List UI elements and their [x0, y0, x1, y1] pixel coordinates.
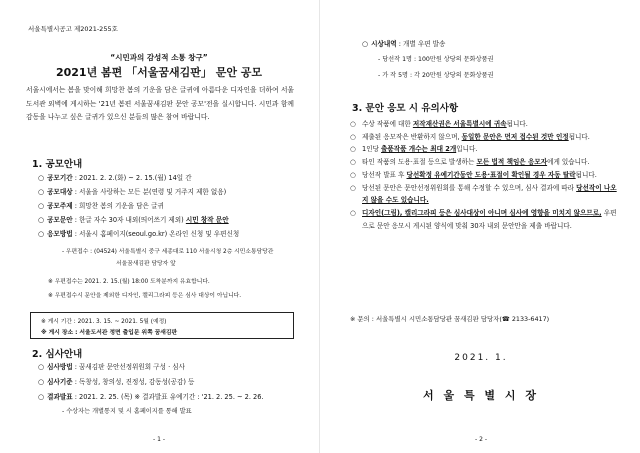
postal-address-line1: - 우편접수 : (04524) 서울특별시 중구 세종대로 110 서울시청 2층 시민소통담당관 [62, 249, 274, 255]
posting-info-box [30, 312, 294, 339]
item-review-criteria: ○ 심사기준 : 독창성, 창의성, 진정성, 감동성(공감) 등 [38, 378, 195, 386]
result-note: - 수상자는 개별통지 및 시 홈페이지를 통해 발표 [62, 408, 192, 415]
caution-item: ○ 제출된 응모작은 반환하지 않으며, 동일한 문안은 먼저 접수된 것만 인정됩니다. [350, 131, 618, 144]
item-target: ○ 공모대상 : 서울을 사랑하는 모든 분(연령 및 거주지 제한 없음) [38, 188, 227, 196]
circle-bullet-icon: ○ [350, 120, 356, 128]
contact-info: ※ 문의 : 서울특별시 시민소통담당관 꿈새김판 담당자(☎ 2133-6417) [350, 315, 550, 323]
circle-bullet-icon: ○ [38, 188, 45, 196]
circle-bullet-icon: ○ [38, 202, 45, 210]
caution-item: ○ 디자인(그림), 캘리그라피 등은 심사대상이 아니며 심사에 영향을 미치지 않으므로, 우편으로 문안 응모시 게시된 양식에 맞춰 30자 내외 문안만을 제출 바랍니다. [350, 208, 617, 230]
award-runner-up: - 가 작 5명 : 각 20만원 상당의 문화상품권 [378, 72, 494, 79]
section-1-heading: 1. 공모안내 [32, 159, 83, 170]
circle-bullet-icon: ○ [350, 158, 356, 167]
item-period: ○ 공모기간 : 2021. 2. 2.(화) ~ 2. 15.(월) 14일 간 [38, 174, 192, 182]
postal-scope-note: ※ 우편접수시 문안을 제외한 디자인, 캘리그라피 등은 심사 대상이 아닙니다. [48, 293, 242, 299]
item-method: ○ 응모방법 : 서울시 홈페이지(seoul.go.kr) 온라인 신청 및 우편신청 [38, 230, 240, 238]
notice-number: 서울특별시공고 제2021-255호 [28, 25, 118, 33]
circle-bullet-icon: ○ [38, 230, 45, 238]
circle-bullet-icon: ○ [350, 132, 356, 141]
page-number: - 1 - [153, 436, 165, 443]
award-winner: - 당선작 1명 : 100만원 상당의 문화상품권 [378, 56, 494, 63]
section-2-heading: 2. 심사안내 [32, 349, 83, 360]
circle-bullet-icon: ○ [38, 393, 45, 401]
subtitle: “시민과의 감성적 소통 창구” [110, 53, 208, 62]
page-number: - 2 - [475, 436, 487, 443]
caution-item: ○ 1인당 출품작품 개수는 최대 2개입니다. [350, 143, 618, 156]
circle-bullet-icon: ○ [362, 40, 369, 48]
circle-bullet-icon: ○ [350, 145, 356, 154]
page-2 [322, 0, 640, 453]
item-review-method: ○ 심사방법 : 꿈새김판 문안선정위원회 구성 · 심사 [38, 363, 186, 371]
issuer-signature: 서 울 특 별 시 장 [423, 389, 539, 402]
posting-place: ※ 게시 장소 : 서울도서관 정면 출입문 위쪽 꿈새김판 [41, 330, 178, 336]
page-divider [319, 0, 320, 453]
caution-item: ○ 수상 작품에 대한 저작재산권은 서울특별시에 귀속됩니다. [350, 118, 618, 131]
caution-item: ○ 당선작 발표 후 당선확정 유예기간동안 도용·표절이 확인될 경우 자동 탈락됩니다. [350, 169, 618, 182]
circle-bullet-icon: ○ [38, 378, 45, 386]
caution-item: ○ 당선된 문안은 문안선정위원회를 통해 수정할 수 있으며, 심사 결과에 따라 당선작이 나오지 않을 수도 있습니다. [350, 183, 617, 205]
circle-bullet-icon: ○ [350, 183, 356, 192]
caution-list [350, 118, 618, 232]
posting-period: ※ 게시 기간 : 2021. 3. 15. ~ 2021. 5월 (예정) [41, 319, 167, 325]
postal-address-line2: 서울꿈새김판 담당자 앞 [116, 261, 176, 267]
item-theme: ○ 공모주제 : 희망찬 봄의 기운을 담은 글귀 [38, 202, 164, 210]
circle-bullet-icon: ○ [350, 170, 356, 179]
item-text: ○ 공모문안 : 한글 자수 30자 내외(띄어쓰기 제외) 시민 창작 문안 [38, 216, 229, 224]
circle-bullet-icon: ○ [350, 208, 356, 217]
award-heading: ○ 시상내역 : 개별 우편 발송 [362, 40, 446, 48]
postal-deadline-note: ※ 우편접수는 2021. 2. 15.(월) 18:00 도착분까지 유효합니다. [48, 279, 210, 285]
item-result: ○ 결과발표 : 2021. 2. 25. (목) ※ 결과발표 유예기간 : '21. 2. 25. ~ 2. 26. [38, 393, 264, 401]
circle-bullet-icon: ○ [38, 363, 45, 371]
section-3-heading: 3. 문안 응모 시 유의사항 [352, 103, 459, 114]
caution-item: ○ 타인 작품의 도용·표절 등으로 발생하는 모든 법적 책임은 응모자에게 있습니다. [350, 156, 618, 169]
intro-paragraph: 서울시에서는 봄을 맞이해 희망찬 봄의 기운을 담은 글귀에 아름다운 디자인을 더하여 서울도서관 외벽에 게시하는 '21년 봄편 서울꿈새김판 문안 공모'전을 실시합니다. 시민과 함께 감동을 나누고 싶은 글귀가 있으신 분들의 많은 참여 바랍니다. [26, 86, 294, 121]
issue-date: 2021. 1. [454, 353, 508, 363]
page-title: 2021년 봄편 「서울꿈새김판」 문안 공모 [55, 66, 263, 79]
circle-bullet-icon: ○ [38, 174, 45, 182]
page-1 [0, 0, 318, 453]
circle-bullet-icon: ○ [38, 216, 45, 224]
